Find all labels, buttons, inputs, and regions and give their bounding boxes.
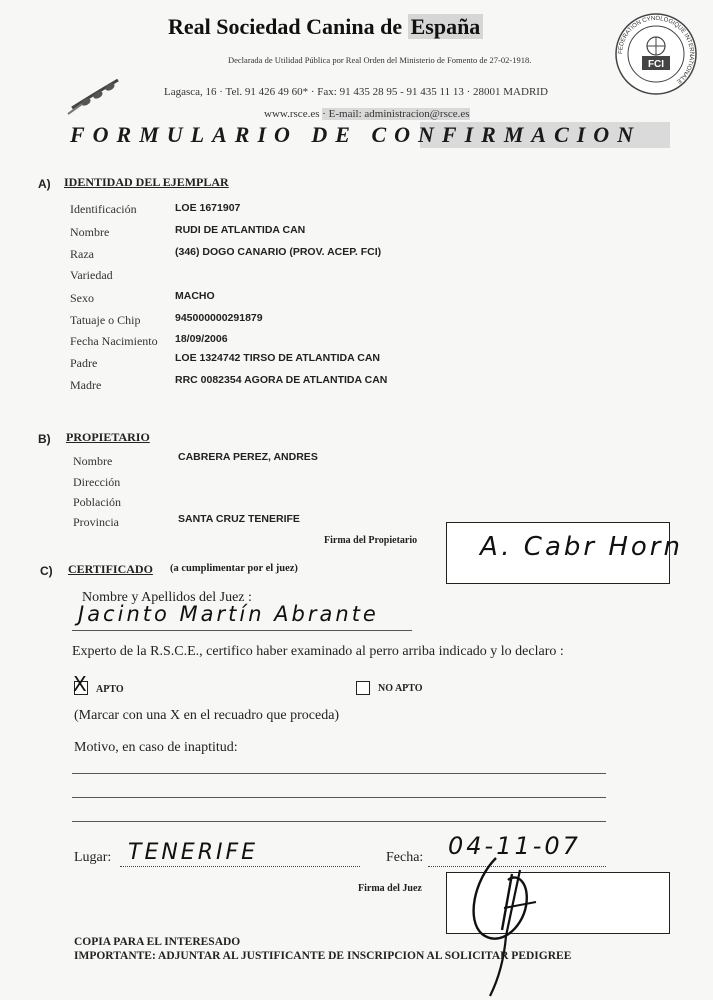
motivo-label: Motivo, en caso de inaptitud: <box>74 740 238 755</box>
motivo-line-2 <box>72 797 606 798</box>
owner-signature-label: Firma del Propietario <box>324 535 418 546</box>
certification-statement: Experto de la R.S.C.E., certifico haber examinado al perro arriba indicado y lo declaro : <box>72 644 564 659</box>
fecha-value: 04-11-07 <box>448 832 581 860</box>
owner-label-nombre: Nombre <box>73 454 113 468</box>
field-value-madre: RRC 0082354 AGORA DE ATLANTIDA CAN <box>175 374 388 386</box>
motivo-line-1 <box>72 773 606 774</box>
fci-ring-text: FEDERATION CYNOLOGIQUE INTERNATIONALE <box>617 15 695 85</box>
field-label-madre: Madre <box>70 378 102 392</box>
no-apto-checkbox[interactable] <box>356 681 370 695</box>
field-value-chip: 945000000291879 <box>175 312 263 324</box>
lugar-line <box>120 866 360 867</box>
apto-label: APTO <box>96 684 124 695</box>
owner-value-nombre: CABRERA PEREZ, ANDRES <box>178 451 318 463</box>
owner-signature: A. Cabr Horn <box>480 532 683 562</box>
lugar-value: TENERIFE <box>128 840 259 865</box>
contact-line: www.rsce.es · E-mail: administracion@rsce.es <box>264 108 470 120</box>
field-value-identificacion: LOE 1671907 <box>175 202 241 214</box>
motivo-line-3 <box>72 821 606 822</box>
section-c-letter: C) <box>40 564 53 578</box>
owner-value-provincia: SANTA CRUZ TENERIFE <box>178 513 300 525</box>
field-value-padre: LOE 1324742 TIRSO DE ATLANTIDA CAN <box>175 352 380 364</box>
section-b-title: PROPIETARIO <box>66 430 150 444</box>
field-label-padre: Padre <box>70 356 98 370</box>
judge-signature-label: Firma del Juez <box>358 883 422 894</box>
judge-name-value: Jacinto Martín Abrante <box>78 602 379 626</box>
address-line: Lagasca, 16 · Tel. 91 426 49 60* · Fax: 91 435 28 95 - 91 435 11 13 · 28001 MADRID <box>164 86 548 98</box>
checkbox-instruction: (Marcar con una X en el recuadro que proceda) <box>74 708 340 723</box>
owner-label-provincia: Provincia <box>73 515 119 529</box>
section-c-subtitle: (a cumplimentar por el juez) <box>170 563 298 574</box>
judge-signature-icon <box>460 850 570 1000</box>
field-label-raza: Raza <box>70 247 94 261</box>
owner-label-direccion: Dirección <box>73 475 121 489</box>
owner-label-poblacion: Población <box>73 495 121 509</box>
section-c-title: CERTIFICADO <box>68 562 153 576</box>
field-value-fecha-nacimiento: 18/09/2006 <box>175 333 228 345</box>
organization-name: Real Sociedad Canina de España <box>168 14 483 40</box>
section-b-letter: B) <box>38 432 51 446</box>
footer-copy-note: COPIA PARA EL INTERESADO <box>74 936 241 948</box>
no-apto-label: NO APTO <box>378 683 423 694</box>
lugar-label: Lugar: <box>74 850 112 865</box>
judge-name-line <box>72 630 412 631</box>
section-a-title: IDENTIDAD DEL EJEMPLAR <box>64 175 229 189</box>
field-value-nombre: RUDI DE ATLANTIDA CAN <box>175 224 306 236</box>
rsce-logo-icon <box>66 74 126 116</box>
judge-name-label: Nombre y Apellidos del Juez : <box>82 590 252 605</box>
declaration-text: Declarada de Utilidad Pública por Real Orden del Ministerio de Fomento de 27-02-1918. <box>228 55 532 65</box>
field-value-sexo: MACHO <box>175 290 215 302</box>
fci-text: FCI <box>647 59 665 70</box>
field-value-raza: (346) DOGO CANARIO (PROV. ACEP. FCI) <box>175 246 382 258</box>
apto-check-mark: X <box>73 672 87 696</box>
field-label-fecha-nacimiento: Fecha Nacimiento <box>70 334 158 348</box>
field-label-nombre: Nombre <box>70 225 110 239</box>
footer-important-note: IMPORTANTE: ADJUNTAR AL JUSTIFICANTE DE INSCRIPCION AL SOLICITAR PEDIGREE <box>74 950 572 962</box>
field-label-variedad: Variedad <box>70 268 113 282</box>
fci-logo-icon <box>614 12 698 96</box>
form-title: FORMULARIO DE CONFIRMACION <box>70 122 642 147</box>
section-a-letter: A) <box>38 177 51 191</box>
field-label-identificacion: Identificación <box>70 202 137 216</box>
field-label-chip: Tatuaje o Chip <box>70 313 141 327</box>
field-label-sexo: Sexo <box>70 291 94 305</box>
fecha-label: Fecha: <box>386 850 424 865</box>
